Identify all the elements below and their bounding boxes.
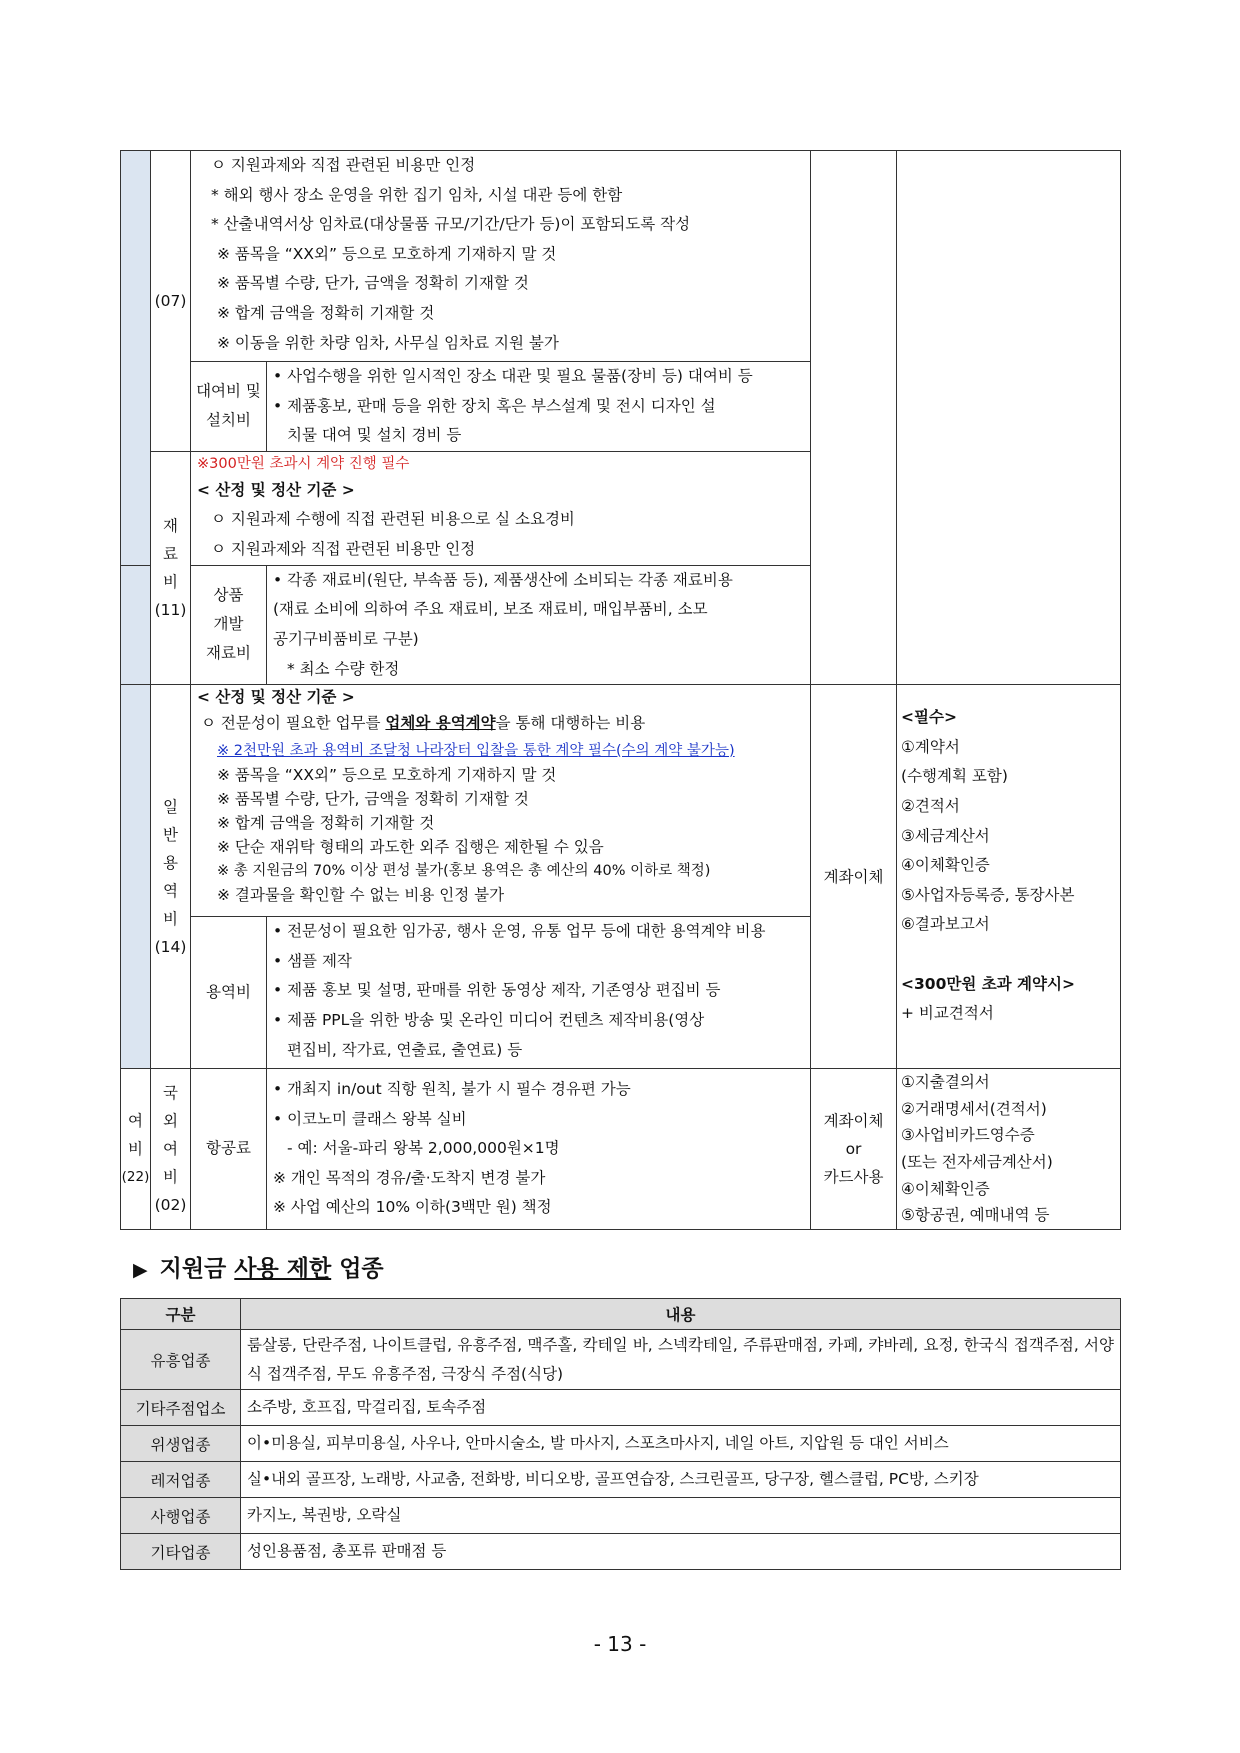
rule-line: ※ 이동을 위한 차량 임차, 사무실 임차료 지원 불가: [217, 333, 559, 352]
travel-rules: [191, 151, 811, 362]
docs-empty: [897, 151, 1121, 685]
table-row: [121, 1426, 1121, 1462]
docs-line: ④이체확인증: [901, 856, 990, 875]
rule-line: ※ 합계 금액을 정확히 기재할 것: [217, 303, 435, 322]
service-detail: [267, 917, 811, 1069]
service-line: • 제품 PPL을 위한 방송 및 온라인 미디어 컨텐츠 제작비용(영상: [273, 1010, 705, 1029]
docs-line: ⑤사업자등록증, 통장사본: [901, 885, 1075, 904]
service-line: • 샘플 제작: [273, 951, 352, 970]
service-rules: [191, 685, 811, 917]
row-category: 위생업종: [121, 1426, 241, 1462]
category-label-07: (07): [151, 151, 191, 452]
criteria-heading: < 산정 및 정산 기준 >: [197, 688, 355, 707]
rule-line: * 해외 행사 장소 운영을 위한 집기 임차, 시설 대관 등에 한함: [211, 185, 623, 204]
table-row: [121, 1390, 1121, 1426]
payment-method: 계좌이체 or 카드사용: [811, 1069, 897, 1230]
triangle-icon: ▶: [133, 1259, 148, 1281]
required-docs: [897, 1069, 1121, 1230]
airfare-line: ※ 개인 목적의 경유/출·도착지 변경 불가: [273, 1168, 546, 1187]
rental-line: • 사업수행을 위한 일시적인 장소 대관 및 필요 물품(장비 등) 대여비 등: [273, 367, 753, 385]
docs-line: ④이체확인증: [901, 1179, 990, 1198]
airfare-line: • 개최지 in/out 직항 원칙, 불가 시 필수 경유편 가능: [273, 1079, 631, 1098]
material-sub-label: 상품 개발 재료비: [191, 565, 267, 684]
row-category: 레저업종: [121, 1462, 241, 1498]
tender-rule-line: ※ 2천만원 초과 용역비 조달청 나라장터 입찰을 통한 계약 필수(수의 계약 불가능): [217, 742, 735, 759]
docs-line: + 비교견적서: [901, 1004, 994, 1023]
category-label-travel: 여 비 (22): [121, 1069, 151, 1230]
material-rules: [191, 451, 811, 565]
section-title: ▶ 지원금 사용 제한 업종: [133, 1256, 384, 1282]
docs-line: ③사업비카드영수증: [901, 1126, 1035, 1145]
rule-line: ※ 총 지원금의 70% 이상 편성 불가(홍보 용역은 총 예산의 40% 이하로 책정): [217, 862, 711, 879]
side-cell: [121, 565, 151, 684]
rental-label: 대여비 및 설치비: [191, 362, 267, 452]
row-category: 유흥업종: [121, 1330, 241, 1390]
airfare-detail: [267, 1069, 811, 1230]
row-content: 성인용품점, 총포류 판매점 등: [241, 1534, 1121, 1570]
docs-line: ②거래명세서(견적서): [901, 1099, 1047, 1118]
service-line: • 제품 홍보 및 설명, 판매를 위한 동영상 제작, 기존영상 편집비 등: [273, 981, 721, 1000]
material-line: * 최소 수량 한정: [287, 659, 400, 678]
docs-line: [897, 940, 1120, 970]
header-category: 구분: [121, 1299, 241, 1330]
rule-line: ※ 결과물을 확인할 수 없는 비용 인정 불가: [217, 885, 505, 904]
service-line: 편집비, 작가료, 연출료, 출연료) 등: [287, 1040, 523, 1059]
header-content: 내용: [241, 1299, 1121, 1330]
table-row: [121, 1330, 1121, 1390]
material-line: • 각종 재료비(원단, 부속품 등), 제품생산에 소비되는 각종 재료비용: [273, 570, 733, 589]
row-content: 룸살롱, 단란주점, 나이트클럽, 유흥주점, 맥주홀, 칵테일 바, 스넥칵테일, 주류판매점, 카페, 캬바레, 요정, 한국식 접객주점, 서양식 접객주점, 무도 유흥주점, 극장식 주점(식당): [241, 1330, 1121, 1390]
row-content: 실•내외 골프장, 노래방, 사교춤, 전화방, 비디오방, 골프연습장, 스크린골프, 당구장, 헬스클럽, PC방, 스키장: [241, 1462, 1121, 1498]
contract-note: ※300만원 초과시 계약 진행 필수: [197, 455, 410, 472]
criteria-heading: < 산정 및 정산 기준 >: [197, 480, 355, 499]
rule-line: ※ 품목을 “XX외” 등으로 모호하게 기재하지 말 것: [217, 765, 557, 784]
side-cell: [121, 151, 151, 566]
docs-line: ⑤항공권, 예매내역 등: [901, 1206, 1050, 1225]
payment-empty: [811, 151, 897, 685]
table-row: [121, 1498, 1121, 1534]
rule-line: ㅇ 지원과제와 직접 관련된 비용만 인정: [211, 539, 476, 558]
airfare-line: ※ 사업 예산의 10% 이하(3백만 원) 책정: [273, 1198, 552, 1217]
docs-line: (또는 전자세금계산서): [901, 1152, 1053, 1171]
airfare-line: • 이코노미 클래스 왕복 실비: [273, 1109, 467, 1128]
rule-line: ※ 합계 금액을 정확히 기재할 것: [217, 813, 435, 832]
table-row: [121, 1462, 1121, 1498]
docs-line: <300만원 초과 계약시>: [901, 974, 1075, 993]
docs-line: ②견적서: [901, 796, 960, 815]
required-docs: [897, 685, 1121, 1069]
docs-line: <필수>: [901, 708, 957, 727]
docs-line: ①계약서: [901, 737, 960, 756]
rule-line: ※ 품목을 “XX외” 등으로 모호하게 기재하지 말 것: [217, 244, 557, 263]
rule-line: ㅇ 지원과제 수행에 직접 관련된 비용으로 실 소요경비: [211, 510, 575, 529]
rule-line: ※ 품목별 수량, 단가, 금액을 정확히 기재할 것: [217, 274, 529, 293]
row-content: 소주방, 호프집, 막걸리집, 토속주점: [241, 1390, 1121, 1426]
rule-line: ※ 단순 재위탁 형태의 과도한 외주 집행은 제한될 수 있음: [217, 837, 604, 856]
airfare-line: - 예: 서울-파리 왕복 2,000,000원×1명: [287, 1139, 560, 1158]
expense-table: [120, 150, 1121, 1230]
material-line: 공기구비품비로 구분): [273, 629, 419, 648]
material-detail: [267, 565, 811, 684]
rental-detail: [267, 362, 811, 452]
payment-method: 계좌이체: [811, 685, 897, 1069]
row-category: 기타주점업소: [121, 1390, 241, 1426]
rule-line: ※ 품목별 수량, 단가, 금액을 정확히 기재할 것: [217, 789, 529, 808]
service-line: • 전문성이 필요한 임가공, 행사 운영, 유통 업무 등에 대한 용역계약 비용: [273, 922, 766, 941]
rule-line: * 산출내역서상 임차료(대상물품 규모/기간/단가 등)이 포함되도록 작성: [211, 215, 691, 234]
restricted-business-table: [120, 1298, 1121, 1570]
service-main-line: ㅇ 전문성이 필요한 업무를 업체와 용역계약을 통해 대행하는 비용: [201, 714, 646, 733]
row-category: 기타업종: [121, 1534, 241, 1570]
table-row: [121, 1534, 1121, 1570]
side-cell: [121, 685, 151, 1069]
category-label-overseas: 국 외 여 비 (02): [151, 1069, 191, 1230]
docs-line: (수행계획 포함): [901, 767, 1008, 786]
rental-line: • 제품홍보, 판매 등을 위한 장치 혹은 부스설계 및 전시 디자인 설: [273, 396, 716, 415]
airfare-label: 항공료: [191, 1069, 267, 1230]
docs-line: ⑥결과보고서: [901, 915, 990, 934]
rental-line: 치물 대여 및 설치 경비 등: [287, 426, 462, 445]
material-line: (재료 소비에 의하여 주요 재료비, 보조 재료비, 매입부품비, 소모: [273, 600, 708, 619]
service-sub-label: 용역비: [191, 917, 267, 1069]
category-label-service: 일 반 용 역 비 (14): [151, 685, 191, 1069]
row-content: 카지노, 복권방, 오락실: [241, 1498, 1121, 1534]
row-content: 이•미용실, 피부미용실, 사우나, 안마시술소, 발 마사지, 스포츠마사지, 네일 아트, 지압원 등 대인 서비스: [241, 1426, 1121, 1462]
row-category: 사행업종: [121, 1498, 241, 1534]
category-label-material: 재 료 비 (11): [151, 451, 191, 684]
rule-line: ㅇ 지원과제와 직접 관련된 비용만 인정: [211, 156, 476, 174]
docs-line: ③세금계산서: [901, 826, 990, 845]
page-number: - 13 -: [593, 1632, 647, 1656]
docs-line: ①지출결의서: [901, 1073, 990, 1092]
